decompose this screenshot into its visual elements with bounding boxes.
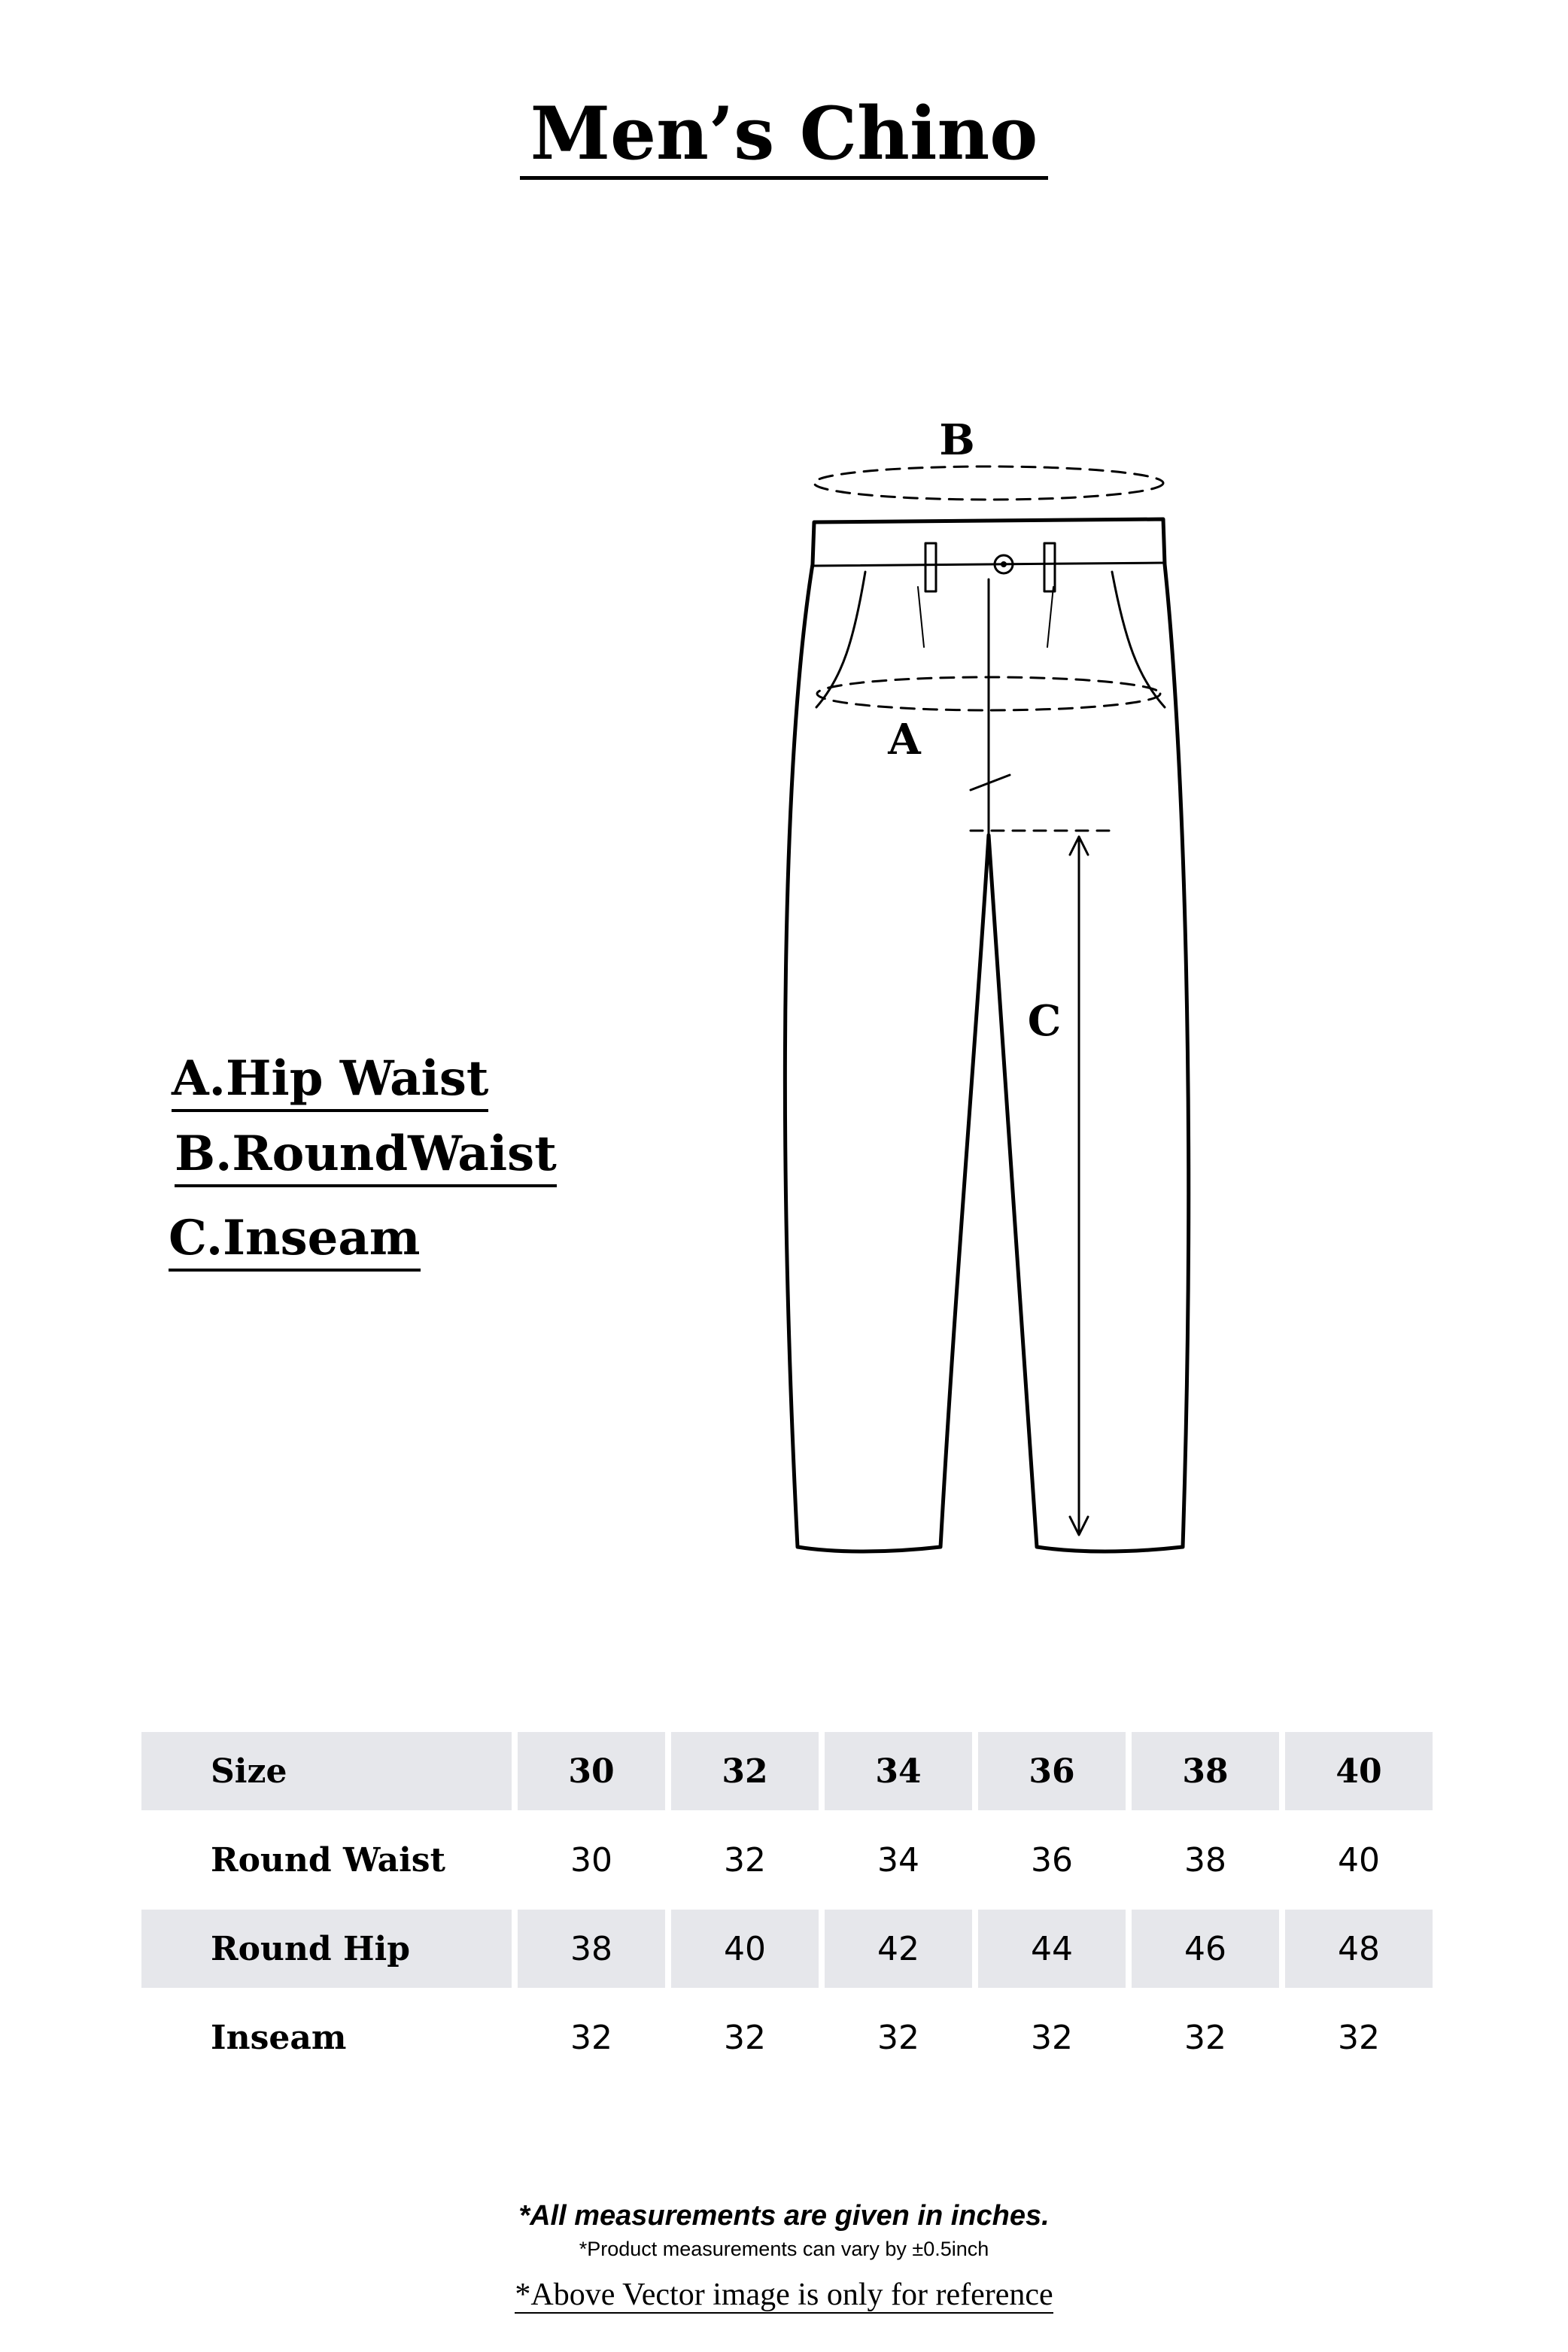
size-cell: 34 [825, 1732, 972, 1810]
row-label: Round Waist [211, 1840, 445, 1879]
legend-item-a: A.Hip Waist [172, 1049, 488, 1112]
table-row [141, 1910, 1433, 1988]
table-header-row [141, 1732, 1433, 1810]
reference-note: *Above Vector image is only for reference [515, 2278, 1053, 2312]
value-cell: 44 [978, 1910, 1126, 1988]
value-cell: 32 [877, 2018, 919, 2057]
legend-item-b: B.RoundWaist [175, 1124, 557, 1187]
value-cell: 36 [1031, 1840, 1073, 1879]
size-cell: 38 [1132, 1732, 1279, 1810]
pocket-right [1112, 572, 1165, 707]
label-b: B [939, 415, 975, 465]
size-cell: 36 [978, 1732, 1126, 1810]
value-cell: 32 [570, 2018, 612, 2057]
value-cell: 32 [724, 2018, 766, 2057]
value-cell: 48 [1285, 1910, 1433, 1988]
value-cell: 30 [570, 1840, 612, 1879]
size-chart-table [135, 1732, 1439, 2077]
pants-outline [785, 519, 1188, 1551]
legend-item-c: C.Inseam [169, 1208, 421, 1272]
value-cell: 32 [1184, 2018, 1226, 2057]
value-cell: 46 [1132, 1910, 1279, 1988]
waistband-bottom [813, 563, 1165, 566]
table-header-label: Size [141, 1732, 512, 1810]
value-cell: 32 [724, 1840, 766, 1879]
units-note: *All measurements are given in inches. [518, 2200, 1050, 2232]
table-row [141, 1821, 1433, 1899]
label-c: C [1027, 996, 1062, 1046]
value-cell: 38 [518, 1910, 665, 1988]
size-cell: 40 [1285, 1732, 1433, 1810]
page-title: Men’s Chino [0, 89, 1568, 179]
size-cell: 30 [518, 1732, 665, 1810]
row-label: Round Hip [141, 1910, 512, 1988]
value-cell: 40 [671, 1910, 819, 1988]
belt-loop-right [1044, 543, 1055, 591]
belt-loop-left [925, 543, 936, 591]
table-row [141, 1998, 1433, 2077]
row-label: Inseam [211, 2018, 347, 2057]
tolerance-note: *Product measurements can vary by ±0.5inch [579, 2238, 989, 2260]
value-cell: 32 [1031, 2018, 1073, 2057]
pocket-left [816, 572, 865, 707]
size-cell: 32 [671, 1732, 819, 1810]
value-cell: 32 [1338, 2018, 1380, 2057]
value-cell: 38 [1184, 1840, 1226, 1879]
value-cell: 42 [825, 1910, 972, 1988]
label-a: A [888, 715, 921, 764]
value-cell: 34 [877, 1840, 919, 1879]
value-cell: 40 [1338, 1840, 1380, 1879]
waist-measure-ellipse [814, 466, 1163, 500]
